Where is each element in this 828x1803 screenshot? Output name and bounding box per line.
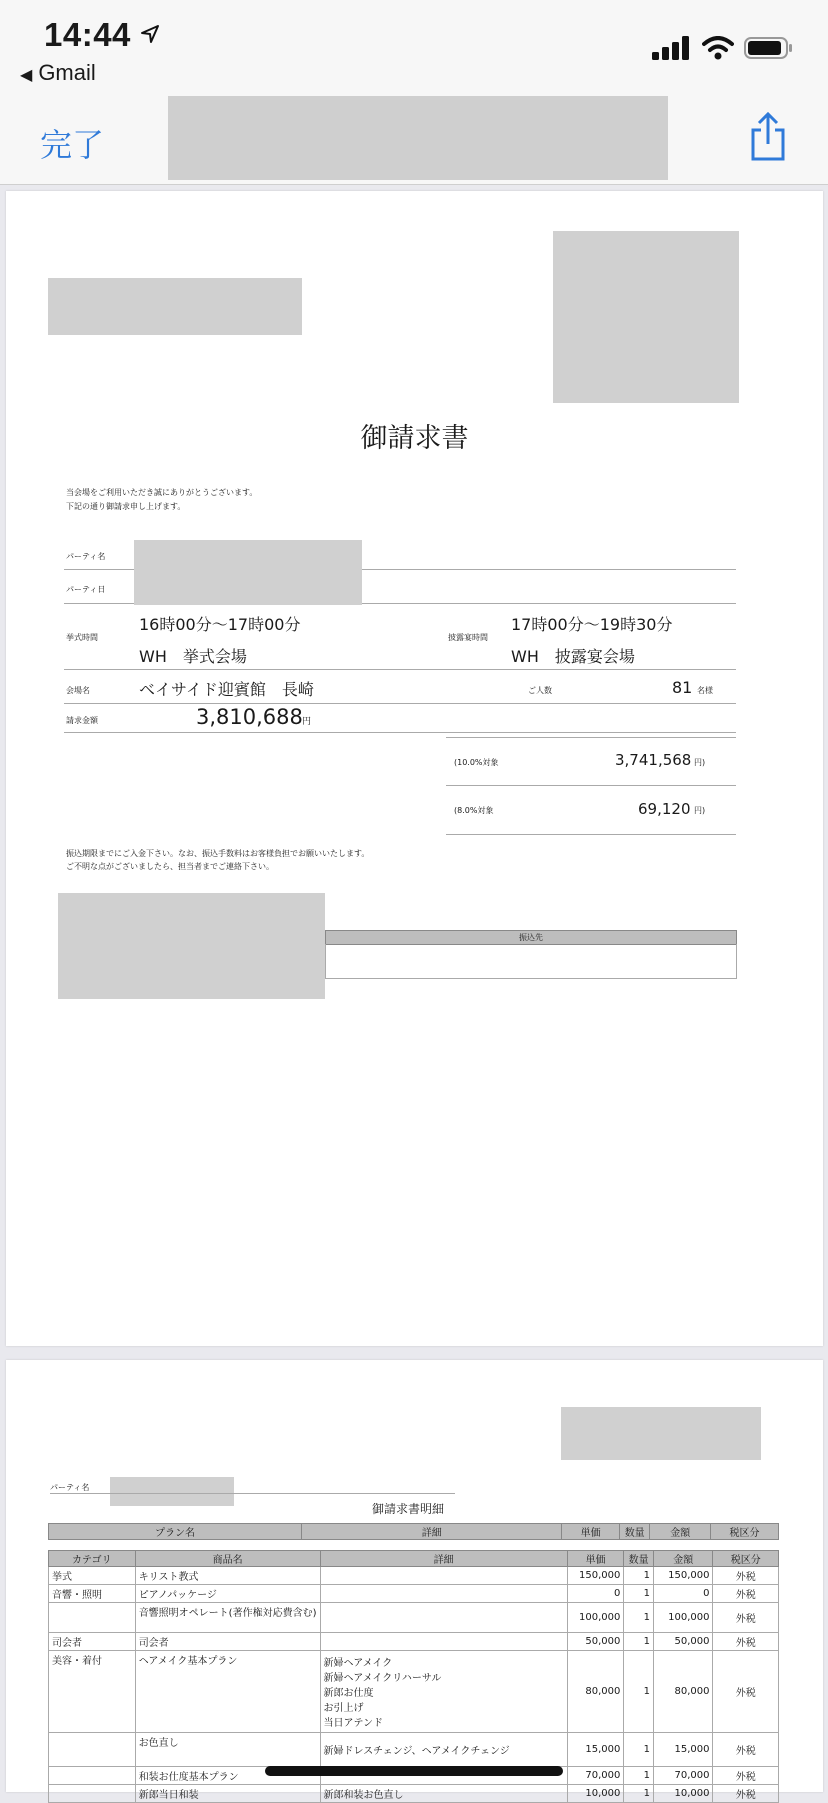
col-product: 商品名 (135, 1551, 320, 1567)
divider (50, 1493, 455, 1494)
cell-qty: 1 (624, 1785, 654, 1803)
guests-label: ご人数 (528, 686, 552, 695)
cell-qty: 1 (624, 1603, 654, 1633)
plan-col-qty: 数量 (620, 1524, 650, 1540)
guests-unit: 名様 (697, 686, 713, 695)
cell-qty: 1 (624, 1567, 654, 1585)
cell-amount: 80,000 (653, 1651, 713, 1733)
cell-category: 挙式 (49, 1567, 136, 1585)
redacted-party-info (134, 540, 362, 605)
status-time: 14:44 (44, 16, 131, 53)
party-name-label: パーティ名 (66, 552, 106, 561)
cell-product: 音響照明オペレート(著作権対応費含む) (135, 1603, 320, 1633)
col-price: 単価 (567, 1551, 624, 1567)
cell-amount: 0 (653, 1585, 713, 1603)
divider (446, 737, 736, 738)
plan-header-row (49, 1524, 779, 1540)
cell-price: 70,000 (567, 1767, 624, 1785)
cell-detail (320, 1585, 567, 1603)
col-qty: 数量 (624, 1551, 654, 1567)
cell-detail (320, 1603, 567, 1633)
redacted-stamp (553, 231, 739, 403)
divider (64, 732, 736, 733)
cell-price: 10,000 (567, 1785, 624, 1803)
cell-category (49, 1733, 136, 1767)
cell-tax: 外税 (713, 1585, 779, 1603)
cell-tax: 外税 (713, 1733, 779, 1767)
cell-tax: 外税 (713, 1767, 779, 1785)
ceremony-time: 16時00分〜17時00分 (139, 615, 301, 634)
ceremony-time-label: 挙式時間 (66, 633, 98, 642)
wifi-icon (702, 36, 734, 60)
done-button[interactable]: 完了 (40, 126, 105, 164)
detail-party-name-label: パーティ名 (50, 1483, 90, 1492)
back-app-label: Gmail (38, 60, 96, 85)
invoice-title: 御請求書 (360, 423, 469, 454)
share-icon[interactable] (748, 112, 788, 162)
cell-tax: 外税 (713, 1603, 779, 1633)
cell-product: 和装お仕度基本プラン (135, 1767, 320, 1785)
venue-name: ベイサイド迎賓館 長崎 (139, 680, 314, 699)
reception-time-label: 披露宴時間 (448, 633, 488, 642)
cell-product: ピアノパッケージ (135, 1585, 320, 1603)
cell-tax: 外税 (713, 1567, 779, 1585)
tax10-value: 3,741,568 (615, 751, 692, 769)
back-triangle-icon: ◀ (20, 67, 33, 84)
cell-product: お色直し (135, 1733, 320, 1767)
location-arrow-icon (140, 24, 160, 44)
cell-price: 100,000 (567, 1603, 624, 1633)
viewer-navbar (0, 92, 828, 185)
battery-icon (744, 36, 794, 60)
divider (64, 703, 736, 704)
cell-amount: 10,000 (653, 1785, 713, 1803)
cell-amount: 100,000 (653, 1603, 713, 1633)
cell-price: 0 (567, 1585, 624, 1603)
back-to-app-link[interactable] (20, 60, 96, 86)
tax8-label: (8.0%対象 (454, 806, 494, 815)
cell-detail: 新婦ヘアメイク 新婦ヘアメイクリハーサル 新郎お仕度 お引上げ 当日アテンド (320, 1651, 567, 1733)
cellular-signal-icon (652, 36, 692, 60)
plan-col-detail: 詳細 (302, 1524, 562, 1540)
table-row (49, 1567, 779, 1585)
col-amount: 金額 (653, 1551, 713, 1567)
cell-product: 新郎当日和装 (135, 1785, 320, 1803)
cell-category: 司会者 (49, 1633, 136, 1651)
redacted-title (168, 96, 668, 180)
cell-price: 50,000 (567, 1633, 624, 1651)
col-detail: 詳細 (320, 1551, 567, 1567)
cell-qty: 1 (624, 1733, 654, 1767)
bank-box (325, 944, 737, 979)
cell-price: 150,000 (567, 1567, 624, 1585)
cell-qty: 1 (624, 1651, 654, 1733)
bank-header (325, 930, 737, 945)
cell-tax: 外税 (713, 1633, 779, 1651)
guests-value: 81 (672, 678, 693, 697)
table-row (49, 1785, 779, 1803)
table-row (49, 1633, 779, 1651)
reception-venue: WH 披露宴会場 (511, 647, 635, 666)
divider (446, 834, 736, 835)
redacted-detail-party-name (110, 1477, 234, 1506)
amount-label: 請求金額 (66, 716, 98, 725)
cell-price: 15,000 (567, 1733, 624, 1767)
plan-col-price: 単価 (562, 1524, 620, 1540)
amount-value: 3,810,688 (196, 705, 303, 729)
cell-category (49, 1785, 136, 1803)
divider (64, 669, 736, 670)
bank-header-label: 振込先 (519, 933, 543, 942)
table-row (49, 1651, 779, 1733)
cell-category (49, 1767, 136, 1785)
note-line-1: 振込期限までにご入金下さい。なお、振込手数料はお客様負担でお願いいたします。 (66, 849, 370, 858)
cell-qty: 1 (624, 1585, 654, 1603)
redacted-logo (48, 278, 302, 335)
status-bar (0, 0, 828, 92)
venue-label: 会場名 (66, 686, 90, 695)
cell-tax: 外税 (713, 1785, 779, 1803)
cell-amount: 15,000 (653, 1733, 713, 1767)
reception-time: 17時00分〜19時30分 (511, 615, 673, 634)
cell-tax: 外税 (713, 1651, 779, 1733)
col-tax: 税区分 (713, 1551, 779, 1567)
table-row (49, 1733, 779, 1767)
cell-amount: 50,000 (653, 1633, 713, 1651)
amount-unit: 円 (302, 717, 312, 727)
ceremony-venue: WH 挙式会場 (139, 647, 247, 666)
col-category: カテゴリ (49, 1551, 136, 1567)
cell-detail: 新婦ドレスチェンジ、ヘアメイクチェンジ (320, 1733, 567, 1767)
redacted-bank-info (58, 893, 325, 999)
tax8-value: 69,120 (638, 800, 691, 818)
detail-header-row (49, 1551, 779, 1567)
tax10-label: (10.0%対象 (454, 758, 499, 767)
table-row (49, 1585, 779, 1603)
plan-table (48, 1523, 779, 1540)
note-line-2: ご不明な点がございましたら、担当者までご連絡下さい。 (66, 862, 274, 871)
plan-col-tax: 税区分 (711, 1524, 779, 1540)
redacted-stamp-2 (561, 1407, 761, 1460)
cell-detail (320, 1633, 567, 1651)
intro-line-1: 当会場をご利用いただき誠にありがとうございます。 (66, 488, 258, 497)
divider (446, 785, 736, 786)
tax8-unit: 円) (694, 806, 706, 815)
cell-detail: 新郎和装お色直し (320, 1785, 567, 1803)
invoice-page-2 (6, 1360, 823, 1801)
party-date-label: パーティ日 (66, 585, 106, 594)
cell-price: 80,000 (567, 1651, 624, 1733)
table-row (49, 1603, 779, 1633)
cell-category: 美容・着付 (49, 1651, 136, 1733)
tax10-unit: 円) (694, 758, 706, 767)
intro-line-2: 下記の通り御請求申し上げます。 (66, 502, 186, 511)
cell-category: 音響・照明 (49, 1585, 136, 1603)
cell-amount: 150,000 (653, 1567, 713, 1585)
home-indicator[interactable] (265, 1766, 563, 1776)
plan-col-amount: 金額 (650, 1524, 711, 1540)
detail-title: 御請求書明細 (372, 1502, 445, 1516)
cell-product: キリスト教式 (135, 1567, 320, 1585)
cell-category (49, 1603, 136, 1633)
cell-qty: 1 (624, 1633, 654, 1651)
cell-qty: 1 (624, 1767, 654, 1785)
invoice-page-1 (6, 191, 823, 1346)
cell-amount: 70,000 (653, 1767, 713, 1785)
cell-product: ヘアメイク基本プラン (135, 1651, 320, 1733)
cell-product: 司会者 (135, 1633, 320, 1651)
cell-detail (320, 1567, 567, 1585)
plan-col-plan: プラン名 (49, 1524, 302, 1540)
